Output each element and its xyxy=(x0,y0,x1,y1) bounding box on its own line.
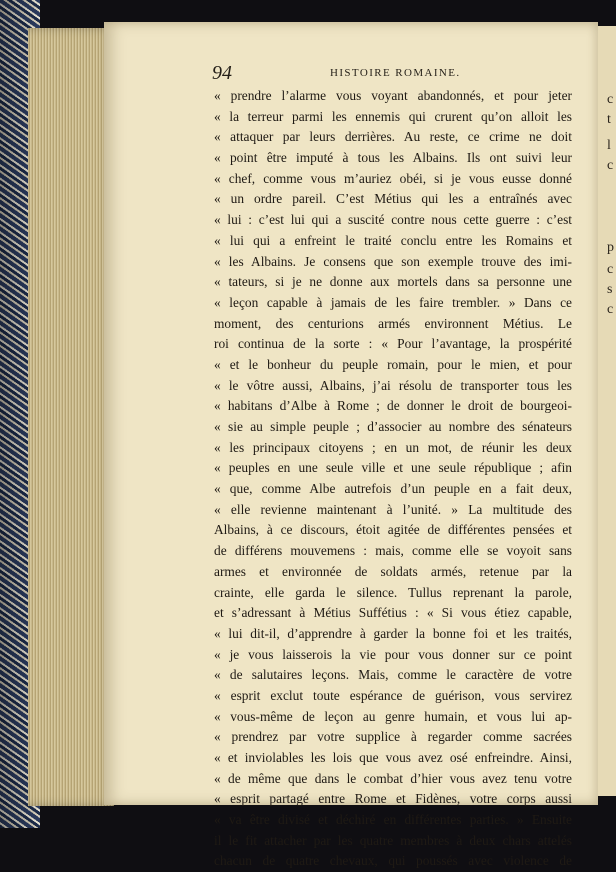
text-line: « que, comme Albe autrefois d’un peuple en a fait deux, xyxy=(214,481,572,497)
text-line: et s’adressant à Métius Suffétius : « Si vous étiez capable, xyxy=(214,605,572,621)
text-line: de différens mouvemens : mais, comme elle se voyoit sans xyxy=(214,543,572,559)
text-line: « vous-même de leçon au genre humain, et vous lui ap- xyxy=(214,708,572,724)
text-line: « un ordre pareil. C’est Métius qui les a entraînés avec xyxy=(214,191,572,207)
text-line: « chef, comme vous m’auriez obéi, si je vous eusse donné xyxy=(214,170,572,186)
text-line: « et le bonheur du peuple romain, pour le mien, et pour xyxy=(214,356,572,372)
text-line: « leçon capable à jamais de les faire trembler. » Dans ce xyxy=(214,294,572,310)
text-line: « lui : c’est lui qui a suscité contre nous cette guerre : c’est xyxy=(214,212,572,228)
facing-glyph: c xyxy=(607,302,614,317)
text-line: « lui dit-il, d’apprendre à garder la bonne foi et les traités, xyxy=(214,625,572,641)
page-number: 94 xyxy=(212,62,232,84)
facing-glyph: t xyxy=(607,112,611,127)
facing-glyph: p xyxy=(607,240,614,255)
text-line: Albains, à ce discours, étoit agitée de différentes pensées et xyxy=(214,522,572,538)
running-title: HISTOIRE ROMAINE. xyxy=(330,67,461,79)
text-line: « prendrez par votre supplice à regarder comme sacrées xyxy=(214,729,572,745)
text-line: « de même que dans le combat d’hier vous avez tenu votre xyxy=(214,770,572,786)
text-line: armes et environnée de soldats armés, retenue par la xyxy=(214,563,572,579)
text-line: « peuples en une seule ville et une seule république ; afin xyxy=(214,460,572,476)
text-line: « les principaux citoyens ; en un mot, de réunir les deux xyxy=(214,439,572,455)
text-line: « tateurs, si je ne donne aux mortels dans sa personne une xyxy=(214,274,572,290)
text-line: « de salutaires leçons. Mais, comme le caractère de votre xyxy=(214,667,572,683)
page-header xyxy=(212,64,572,84)
text-line: crainte, elle garda le silence. Tullus reprenant la parole, xyxy=(214,584,572,600)
text-line: chacun de quatre chevaux, qui poussés avec violence de xyxy=(214,853,572,869)
text-line: « lui qui a enfreint le traité conclu entre les Romains et xyxy=(214,232,572,248)
facing-glyph: s xyxy=(607,282,613,297)
body-text xyxy=(214,86,572,872)
facing-glyph: c xyxy=(607,92,614,107)
text-line: « esprit exclut toute espérance de guérison, vous servirez xyxy=(214,687,572,703)
text-line: « le vôtre aussi, Albains, j’ai résolu de transporter tous les xyxy=(214,377,572,393)
text-line: « les Albains. Je consens que son exemple trouve des imi- xyxy=(214,253,572,269)
text-line: moment, des centurions armés environnent Métius. Le xyxy=(214,315,572,331)
text-line: « habitans d’Albe à Rome ; de donner le droit de bourgeoi- xyxy=(214,398,572,414)
text-line: « esprit partagé entre Rome et Fidènes, votre corps aussi xyxy=(214,791,572,807)
text-line: « point être imputé à tous les Albains. Ils ont suivi leur xyxy=(214,150,572,166)
text-line: « sie au simple peuple ; d’associer au nombre des sénateurs xyxy=(214,419,572,434)
text-line: « elle revienne maintenant à l’unité. » La multitude des xyxy=(214,501,572,517)
text-line: « attaquer par leurs derrières. Au reste, ce crime ne doit xyxy=(214,129,572,145)
facing-glyph: c xyxy=(607,158,614,173)
text-line: « va être divisé et déchiré en différentes parties. » Ensuite xyxy=(214,812,572,828)
text-line: « et inviolables les lois que vous avez osé enfreindre. Ainsi, xyxy=(214,750,572,765)
text-line: il le fit attacher par les quatre membres à deux chars attelés xyxy=(214,832,572,848)
page-edges xyxy=(28,28,114,806)
text-line: « la terreur parmi les ennemis qui crurent qu’on alloit les xyxy=(214,108,572,124)
facing-glyph: l xyxy=(607,138,611,153)
text-line: roi continua de la sorte : « Pour l’avantage, la prospérité xyxy=(214,336,572,352)
facing-glyph: c xyxy=(607,262,614,277)
text-line: « je vous laisserois la vie pour vous donner sur ce point xyxy=(214,646,572,662)
text-line: « prendre l’alarme vous voyant abandonnés, et pour jeter xyxy=(214,88,572,103)
